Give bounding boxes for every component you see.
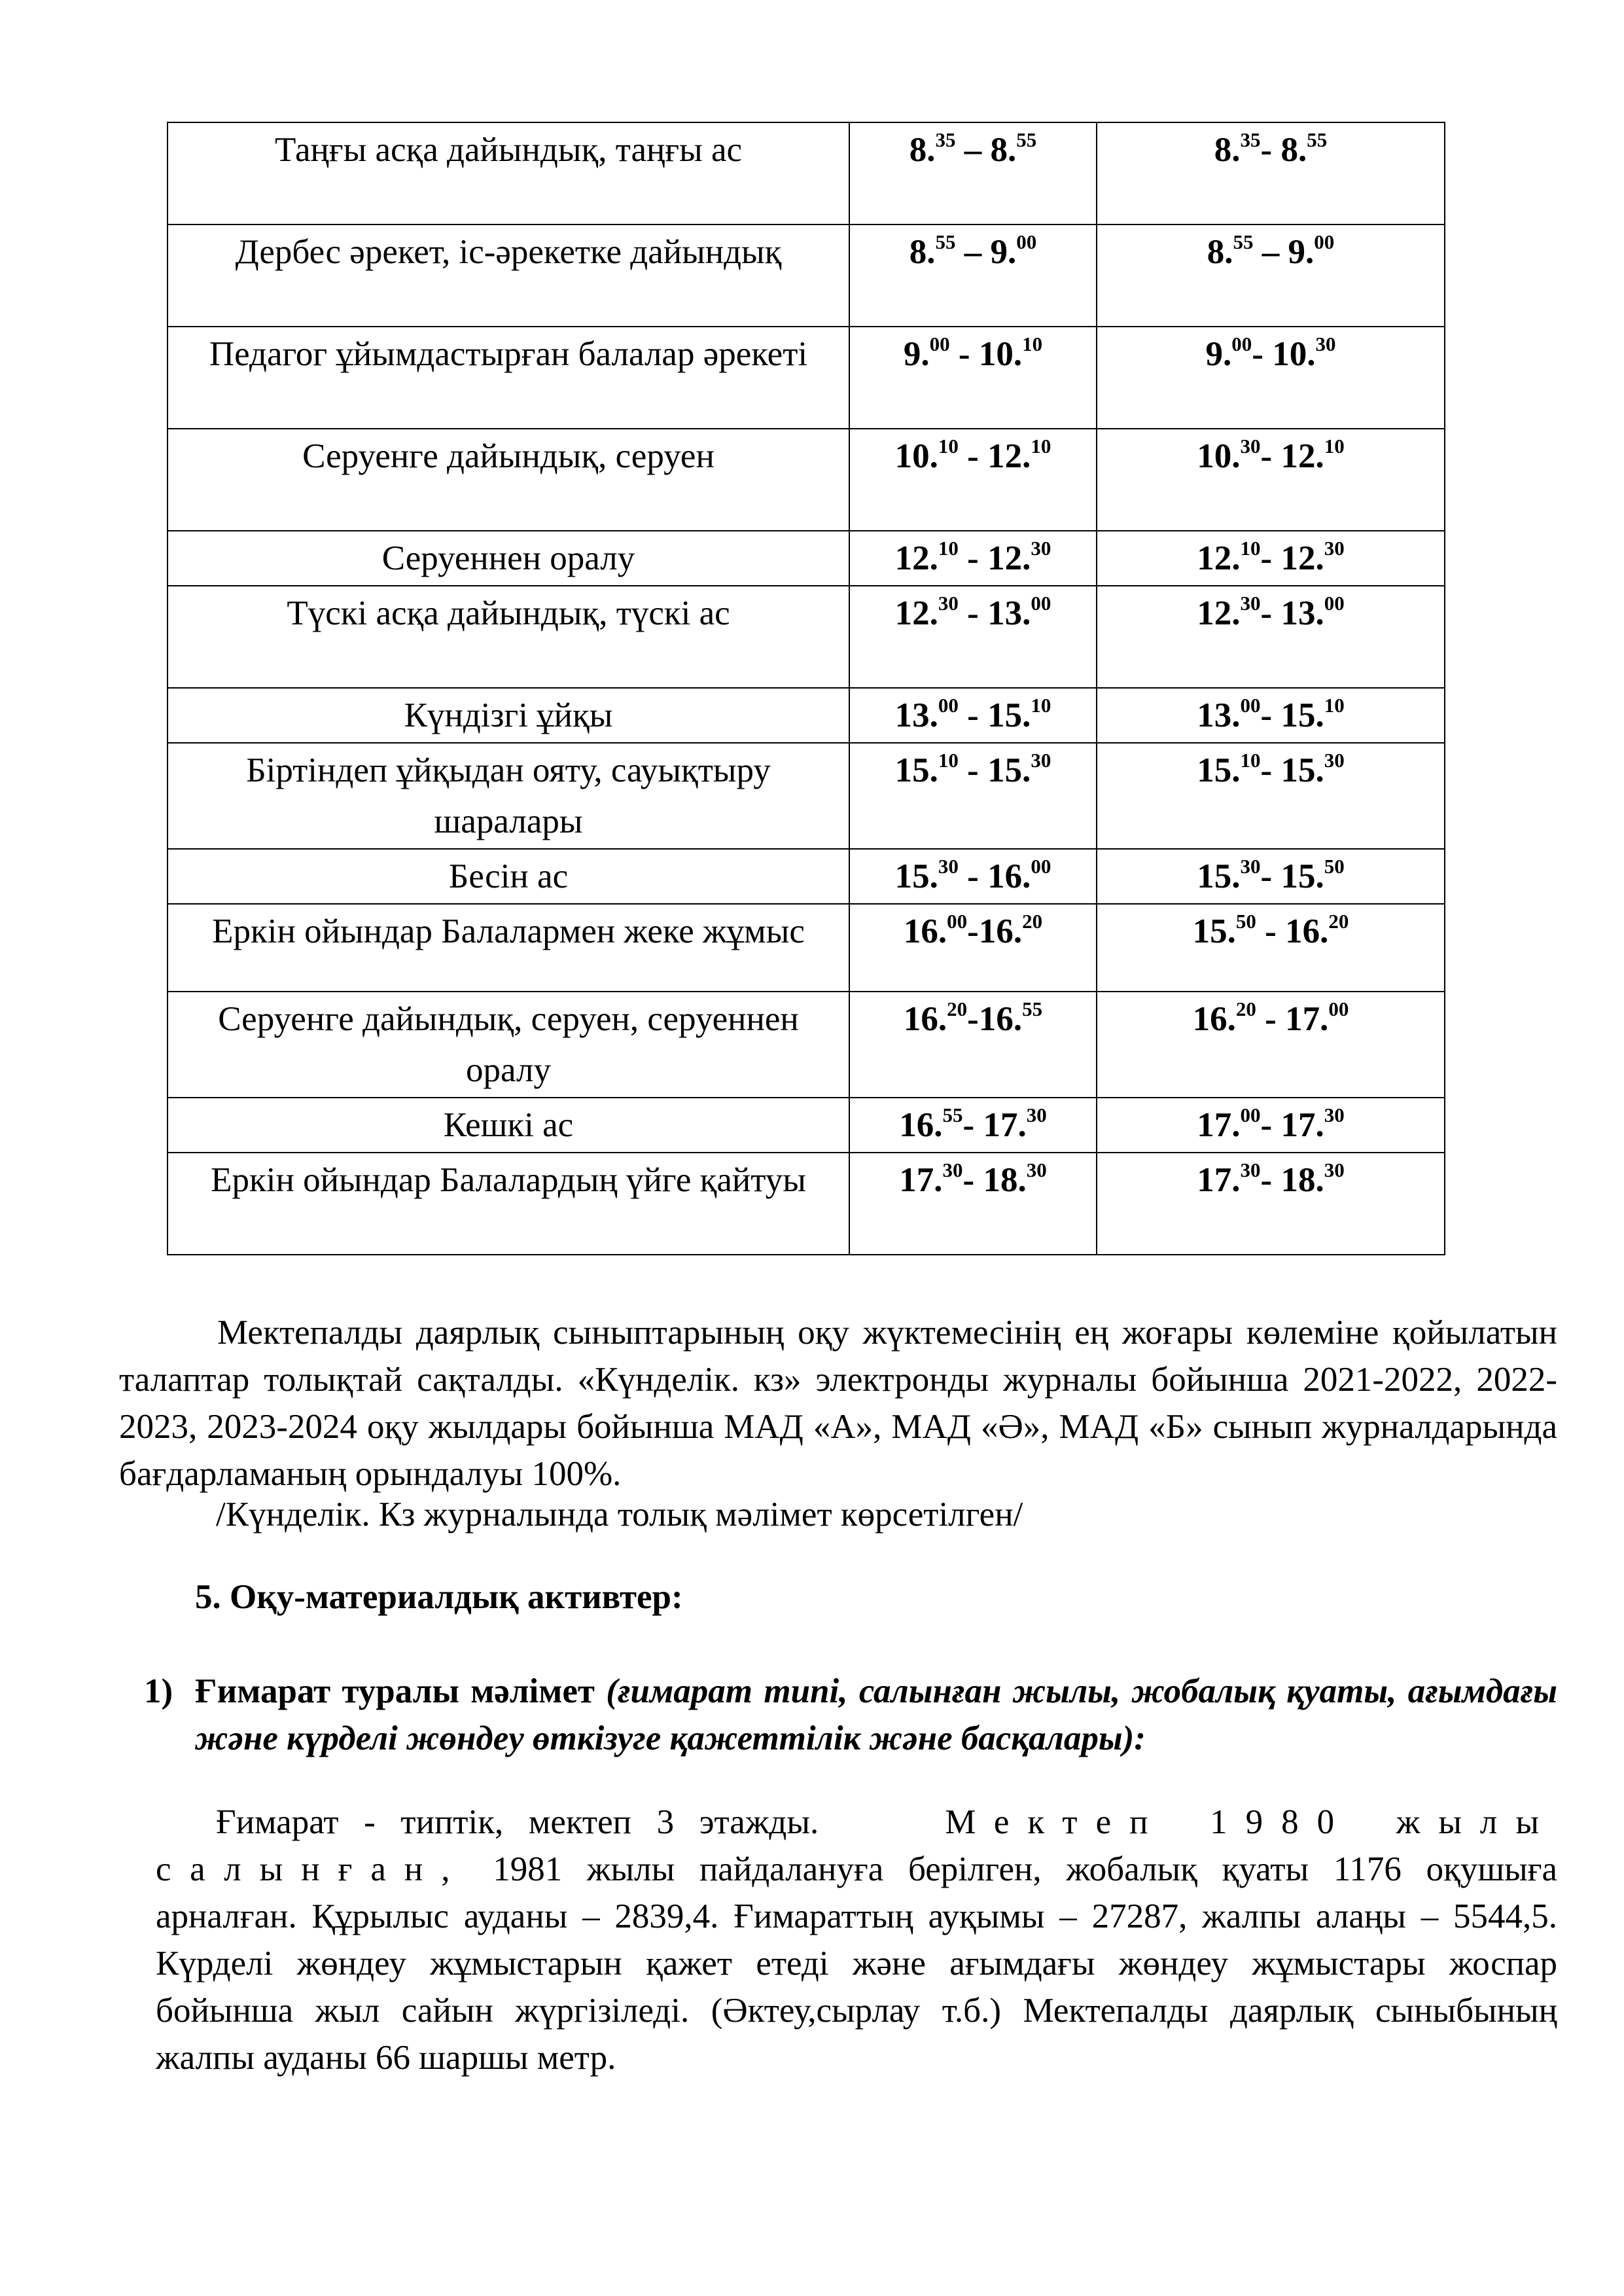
list-item-title: Ғимарат туралы мәлімет xyxy=(195,1672,595,1710)
activity-cell: Күндізгі ұйқы xyxy=(168,688,849,743)
time-cell: 9.00- 10.30 xyxy=(1097,327,1445,429)
table-row xyxy=(168,224,1445,327)
time-cell: 13.00- 15.10 xyxy=(1097,688,1445,743)
list-item-text xyxy=(195,1668,1557,1762)
list-item-building xyxy=(144,1668,1557,1762)
time-cell: 15.30- 15.50 xyxy=(1097,849,1445,904)
activity-cell: Еркін ойындар Балалармен жеке жұмыс xyxy=(168,904,849,992)
time-cell: 16.20 - 17.00 xyxy=(1097,992,1445,1098)
time-cell: 10.30- 12.10 xyxy=(1097,429,1445,531)
table-row xyxy=(168,1098,1445,1153)
building-text-spaced-1: Мектеп 1980 жылы xyxy=(945,1803,1557,1841)
time-cell: 8.35- 8.55 xyxy=(1097,122,1445,224)
table-row xyxy=(168,904,1445,992)
list-item-italic: (ғимарат типі, салынған жылы, жобалық қуаты, ағымдағы және күрделі жөндеу өткізуге қажеттілік және басқалары): xyxy=(195,1672,1558,1757)
paragraph-note: /Күнделік. Кз журналында толық мәлімет көрсетілген/ xyxy=(216,1496,1023,1534)
table-row xyxy=(168,1153,1445,1255)
activity-cell: Серуенге дайындық, серуен xyxy=(168,429,849,531)
activity-cell: Таңғы асқа дайындық, таңғы ас xyxy=(168,122,849,224)
section-heading: 5. Оқу-материалдық активтер: xyxy=(195,1578,683,1616)
time-cell: 17.00- 17.30 xyxy=(1097,1098,1445,1153)
paragraph-curriculum xyxy=(119,1309,1557,1498)
time-cell: 16.00-16.20 xyxy=(849,904,1097,992)
time-cell: 12.10 - 12.30 xyxy=(849,531,1097,586)
time-cell: 15.10- 15.30 xyxy=(1097,743,1445,849)
activity-cell: Кешкі ас xyxy=(168,1098,849,1153)
table-row xyxy=(168,122,1445,224)
table-row xyxy=(168,688,1445,743)
list-number: 1) xyxy=(144,1672,173,1710)
activity-cell: Түскі асқа дайындық, түскі ас xyxy=(168,586,849,688)
time-cell: 8.55 – 9.00 xyxy=(1097,224,1445,327)
paragraph-text: Мектепалды даярлық сыныптарының оқу жүктемесінің ең жоғары көлеміне қойылатын талаптар толықтай сақталды. «Күнделік. кз» электронды журналы бойынша 2021-2022, 2022-2023, 2023-2024 оқу жылдары бойынша МАД «А», МАД «Ә», МАД «Б» сынып журналдарында бағдарламаның орындалуы 100%. xyxy=(119,1314,1557,1493)
activity-cell: Еркін ойындар Балалардың үйге қайтуы xyxy=(168,1153,849,1255)
time-cell: 16.20-16.55 xyxy=(849,992,1097,1098)
time-cell: 12.30- 13.00 xyxy=(1097,586,1445,688)
time-cell: 15.50 - 16.20 xyxy=(1097,904,1445,992)
building-text-b: 1981 жылы пайдалануға берілген, жобалық қуаты 1176 оқушыға арналған. Құрылыс ауданы – 2839,4. Ғимараттың ауқымы – 27287, жалпы алаңы – 5544,5. Күрделі жөндеу жұмыстарын қажет етеді және ағымдағы жөндеу жұмыстары жоспар бойынша жыл сайын жүргізіледі. (Әктеу,сырлау т.б.) Мектепалды даярлық сыныбының жалпы ауданы 66 шаршы метр. xyxy=(156,1850,1558,2077)
time-cell: 8.35 – 8.55 xyxy=(849,122,1097,224)
activity-cell: Серуенге дайындық, серуен, серуеннен оралу xyxy=(168,992,849,1098)
table-row xyxy=(168,429,1445,531)
time-cell: 12.30 - 13.00 xyxy=(849,586,1097,688)
table-row xyxy=(168,743,1445,849)
table-row xyxy=(168,327,1445,429)
table-row xyxy=(168,531,1445,586)
schedule-body xyxy=(168,122,1445,1255)
activity-cell: Серуеннен оралу xyxy=(168,531,849,586)
table-row xyxy=(168,992,1445,1098)
time-cell: 13.00 - 15.10 xyxy=(849,688,1097,743)
building-text-spaced-2: салынған, xyxy=(156,1850,468,1888)
activity-cell: Дербес әрекет, іс-әрекетке дайындық xyxy=(168,224,849,327)
building-text-a: Ғимарат - типтік, мектеп 3 этажды. xyxy=(216,1803,819,1841)
time-cell: 15.30 - 16.00 xyxy=(849,849,1097,904)
time-cell: 17.30- 18.30 xyxy=(849,1153,1097,1255)
time-cell: 8.55 – 9.00 xyxy=(849,224,1097,327)
time-cell: 17.30- 18.30 xyxy=(1097,1153,1445,1255)
table-row xyxy=(168,849,1445,904)
time-cell: 9.00 - 10.10 xyxy=(849,327,1097,429)
time-cell: 12.10- 12.30 xyxy=(1097,531,1445,586)
activity-cell: Біртіндеп ұйқыдан ояту, сауықтыру шаралары xyxy=(168,743,849,849)
time-cell: 15.10 - 15.30 xyxy=(849,743,1097,849)
time-cell: 10.10 - 12.10 xyxy=(849,429,1097,531)
schedule-table xyxy=(167,122,1445,1255)
time-cell: 16.55- 17.30 xyxy=(849,1098,1097,1153)
activity-cell: Бесін ас xyxy=(168,849,849,904)
paragraph-building-text xyxy=(156,1799,1557,2081)
activity-cell: Педагог ұйымдастырған балалар әрекеті xyxy=(168,327,849,429)
paragraph-building xyxy=(156,1799,1557,2081)
table-row xyxy=(168,586,1445,688)
